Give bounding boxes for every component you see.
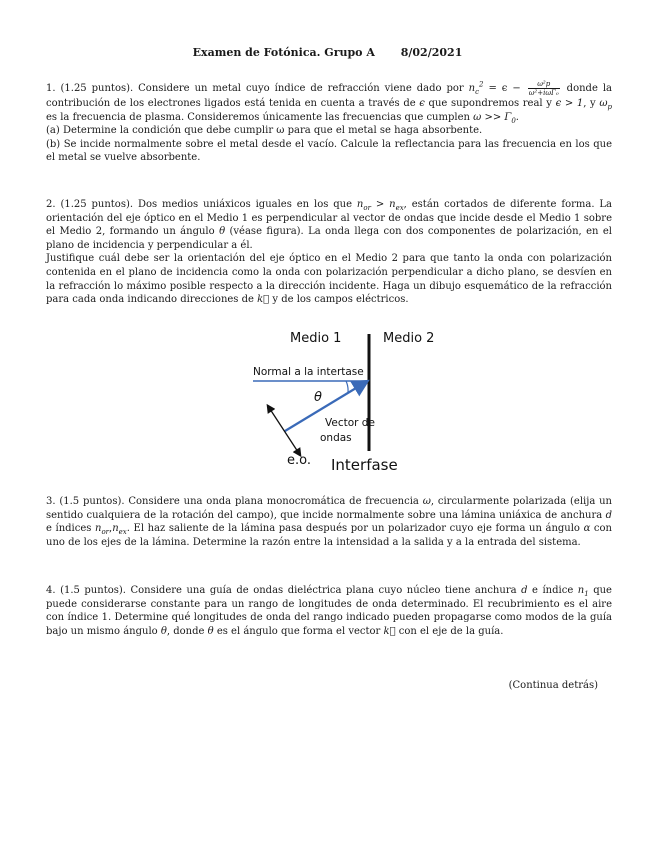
question-4-statement: 4. (1.5 puntos). Considere una guía de ondas dieléctrica plana cuyo núcleo tiene anchura d e índice $n_1$ que puede considerarse constante para un rango de longitudes de onda determinado. El recubrimiento es el aire con índice 1. Determine qué longitudes de onda del rango indicado pueden propagarse como modos de la guía bajo un mismo ángulo θ, donde θ es el ángulo que forma el vector k⃗ con el eje de la guía. (46, 585, 612, 637)
plasma-fraction: $\frac{\text{ω²p}}{\text{ω²+iωΓ₀}}$ (528, 80, 559, 97)
angle-arc (346, 381, 348, 392)
medio2-label: Medio 2 (383, 331, 435, 346)
exam-title (0, 46, 655, 59)
normal-label: Normal a la intertase (253, 366, 364, 378)
medio1-label: Medio 1 (290, 331, 342, 346)
optic-axis-arrow (268, 406, 300, 455)
exam-date: 8/02/2021 (400, 46, 463, 59)
vector-label-line2: ondas (320, 432, 352, 444)
vector-label-line1: Vector de (325, 417, 375, 429)
eo-label: e.o. (287, 453, 311, 468)
question-1-part-b: (b) Se incide normalmente sobre el metal desde el vacío. Calcule la reflectancia para las frecuencia en los que el metal se vuelve absorbente. (46, 138, 612, 164)
title-text: Examen de Fotónica. Grupo A (192, 46, 375, 59)
question-2-statement: 2. (1.25 puntos). Dos medios uniáxicos iguales en los que $n_{or} > n_{ex}$, están cortados de diferente forma. La orientación del eje óptico en el Medio 1 es perpendicular al vector de ondas que incide desde el Medio 1 sobre el Medio 2, formando un ángulo θ (véase figura). La onda llega con dos componentes de polarización, en el plano de incidencia y perpendicular a él. (46, 199, 612, 251)
interfase-label: Interfase (331, 456, 398, 474)
question-2 (46, 198, 612, 307)
question-2-task: Justifique cuál debe ser la orientación del eje óptico en el Medio 2 para que tanto la onda con polarización contenida en el plano de incidencia como la onda con polarización perpendicular a dicho plano, se desvíen en la refracción lo máximo posible respecto a la dirección incidente. Haga un dibujo esquemático de la refracción para cada onda indicando direcciones de k⃗ y de los campos eléctricos. (46, 253, 612, 306)
question-4 (46, 584, 612, 638)
interface-figure (240, 318, 460, 478)
question-1-statement: 1. (1.25 puntos). Considere un metal cuyo índice de refracción viene dado por $n_c^2 = \epsilon$ − $\frac{\text{ω²p}}{\text{ω²+iωΓ₀}}$ donde la contribución de los electrones ligados está tenida en cuenta a través de ϵ que supondremos real y ϵ > 1, y $\omega_p$ es la frecuencia de plasma. Consideremos únicamente las frecuencias que cumplen $\omega >> \Gamma_0$. (46, 80, 612, 125)
question-3-statement: 3. (1.5 puntos). Considere una onda plana monocromática de frecuencia ω, circularmente polarizada (elija un sentido cualquiera de la rotación del campo), que incide normalmente sobre una lámina uniáxica de anchura d e índices $n_{or},n_{ex}$. El haz saliente de la lámina pasa después por un polarizador cuyo eje forma un ángulo α con uno de los ejes de la lámina. Determine la razón entre la intensidad a la salida y a la entrada del sistema. (46, 496, 612, 548)
interface-diagram (240, 318, 460, 478)
continua-note: (Continua detrás) (508, 680, 598, 691)
question-1 (46, 80, 612, 165)
question-1-part-a: (a) Determine la condición que debe cumplir ω para que el metal se haga absorbente. (46, 125, 483, 137)
question-3 (46, 495, 612, 549)
theta-label: θ (314, 390, 322, 405)
